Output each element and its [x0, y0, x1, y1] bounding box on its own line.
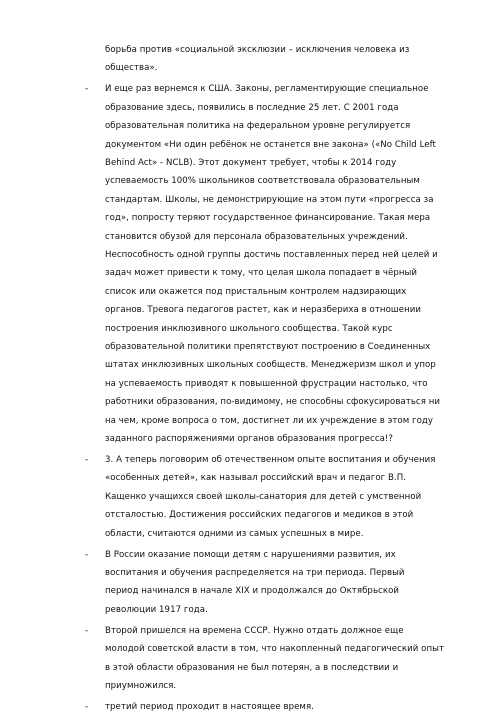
text-line: задач может привести к тому, что целая школа попадает в чёрный — [105, 268, 418, 279]
text-line: на успеваемость приводят к повышенной фрустрации настолько, что — [105, 378, 428, 389]
text-line: на чем, кроме вопроса о том, достигнет ли их учреждение в этом году — [105, 415, 434, 426]
text-line: 3. А теперь поговорим об отечественном опыте воспитания и обучения — [105, 455, 436, 465]
text-line: в этой области образования не был потерян, а в последствии и — [105, 662, 399, 673]
text-line: список или окажется под пристальным контролем надзирающих — [105, 286, 407, 297]
text-line: Кащенко учащихся своей школы-санатория для детей с умственной — [105, 491, 422, 502]
text-line: построения инклюзивного школьного сообщества. Такой курс — [105, 323, 393, 334]
text-line: третий период проходит в настоящее время. — [105, 702, 314, 712]
text-line: документом «Ни один ребёнок не останется вне закона» («No Child Left — [105, 139, 436, 150]
text-line: образовательная политика на федеральном уровне регулируется — [105, 121, 411, 132]
text-line: Behind Act» - NCLB). Этот документ требует, чтобы к 2014 году — [105, 158, 397, 168]
text-line: органов. Тревога педагогов растет, как и неразбериха в отношении — [105, 305, 422, 316]
text-line: заданного распоряжениями органов образования прогресса!? — [105, 434, 394, 444]
text-line: «особенных детей», как называл российский врач и педагог В.П. — [105, 473, 406, 484]
bullet-marker: - — [85, 549, 89, 560]
text-line: революции 1917 года. — [105, 604, 208, 615]
bullet-marker: - — [85, 625, 89, 636]
text-line: И еще раз вернемся к США. Законы, регламентирующие специальное — [105, 84, 429, 95]
text-line: Второй пришелся на времена СССР. Нужно отдать должное еще — [105, 625, 404, 636]
text-line: становится обузой для персонала образовательных учреждений. — [105, 231, 408, 242]
text-line: приумножился. — [105, 681, 177, 691]
bullet-marker: - — [85, 455, 89, 465]
text-line: работники образования, по-видимому, не способны сфокусироваться ни — [105, 397, 441, 408]
text-line: В России оказание помощи детям с нарушениями развития, их — [105, 549, 396, 560]
text-line: образование здесь, появились в последние 25 лет. С 2001 года — [105, 102, 399, 113]
text-line: общества». — [105, 63, 158, 74]
text-line: период начинался в начале XIX и продолжался до Октябрьской — [105, 586, 400, 597]
text-line: молодой советской власти в том, что накопленный педагогический опыт — [105, 644, 445, 655]
text-line: Неспособность одной группы достичь поставленных перед ней целей и — [105, 250, 438, 260]
text-line: штатах инклюзивных школьных сообществ. Менеджеризм школ и упор — [105, 360, 436, 371]
text-line: успеваемость 100% школьников соответствовала образовательным — [105, 176, 420, 187]
text-line: области, считаются одними из самых успешных в мире. — [105, 528, 364, 539]
text-line: год», попросту теряют государственное финансирование. Такая мера — [105, 213, 431, 224]
bullet-marker: - — [85, 84, 89, 95]
text-line: образовательной политики препятствуют построению в Соединенных — [105, 342, 431, 352]
text-line: отсталостью. Достижения российских педагогов и медиков в этой — [105, 510, 414, 521]
text-line: борьба против «социальной эксклюзии – исключения человека из — [105, 45, 410, 55]
text-line: стандартам. Школы, не демонстрирующие на этом пути «прогресса за — [105, 194, 434, 205]
bullet-marker: - — [85, 702, 89, 712]
text-line: воспитания и обучения распределяется на три периода. Первый — [105, 568, 405, 578]
